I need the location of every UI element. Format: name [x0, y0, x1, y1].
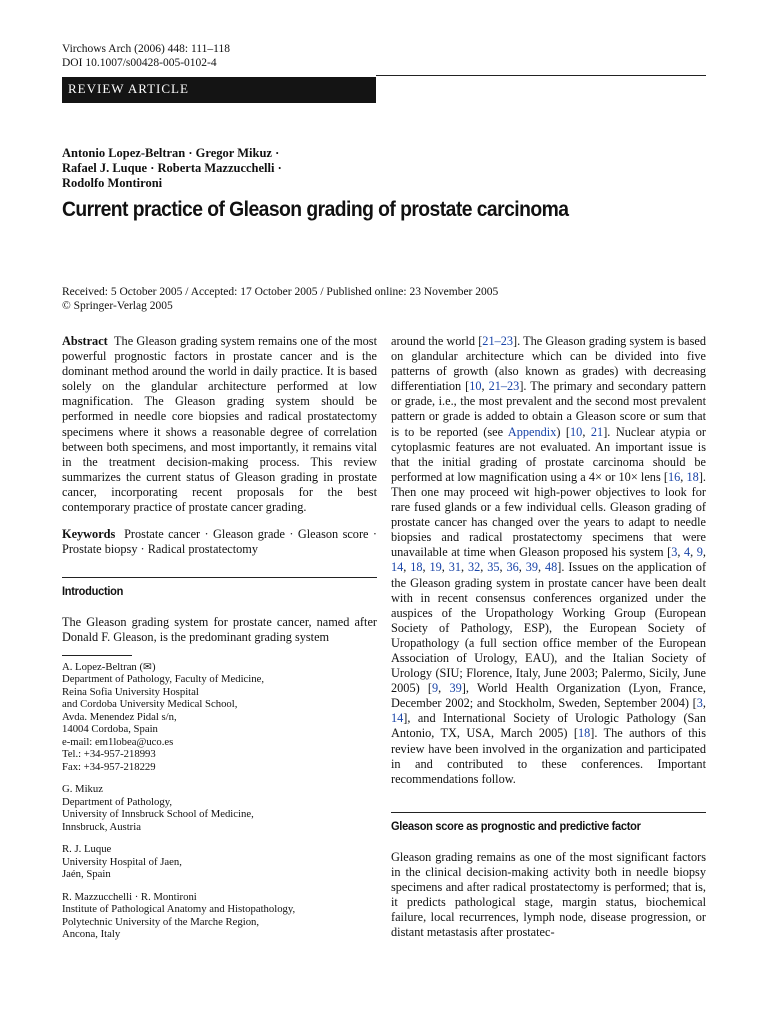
affiliations: [62, 661, 377, 941]
reference-link[interactable]: 14: [391, 560, 404, 575]
author-line: Antonio Lopez-Beltran · Gregor Mikuz ·: [62, 146, 280, 160]
reference-link[interactable]: 14: [391, 711, 404, 726]
copyright: © Springer-Verlag 2005: [62, 300, 173, 312]
reference-link[interactable]: 9: [432, 681, 439, 696]
section-text-gleason-score: Gleason grading remains as one of the most significant factors in the clinical decision-making activity both in needle biopsy specimens and after radical prostatectomy is performed; that is, it predicts pathological stage, margin status, biochemical failure, local recurrences, lymph node, disease progression, or distant metastasis after prostatec-: [391, 849, 706, 940]
affiliation-line: R. Mazzucchelli · R. Montironi: [62, 890, 197, 903]
reference-link[interactable]: 3: [696, 696, 703, 711]
affiliation-line: Polytechnic University of the Marche Region,: [62, 915, 260, 928]
publication-history: [62, 285, 498, 313]
received-dates: Received: 5 October 2005 / Accepted: 17 October 2005 / Published online: 23 November 2005: [62, 286, 499, 298]
header-rule: [376, 75, 706, 76]
reference-link[interactable]: 18: [686, 469, 699, 484]
reference-link[interactable]: 10: [570, 424, 583, 439]
left-column: [62, 334, 377, 951]
affiliation-block: [62, 843, 377, 881]
affiliation-line: Department of Pathology,: [62, 795, 173, 808]
section-heading-gleason-score: Gleason score as prognostic and predictive factor: [391, 818, 641, 833]
affiliation-line: University Hospital of Jaen,: [62, 855, 182, 868]
author-line: Rafael J. Luque · Roberta Mazzucchelli ·: [62, 161, 282, 175]
doi: DOI 10.1007/s00428-005-0102-4: [62, 57, 217, 69]
author-list: [62, 146, 282, 191]
article-type-banner: REVIEW ARTICLE: [62, 77, 376, 103]
affiliation-line: Department of Pathology, Faculty of Medicine,: [62, 673, 265, 685]
keywords-label: Keywords: [62, 527, 116, 542]
reference-link[interactable]: 35: [487, 560, 500, 575]
abstract: [62, 334, 377, 515]
affiliation-line: Avda. Menendez Pidal s/n,: [62, 710, 177, 723]
reference-link[interactable]: 4: [684, 545, 691, 560]
introduction-continued: around the world [21–23]. The Gleason grading system is based on glandular architecture which can be divided into five patterns of growth (also known as grades) with decreasing differentiation [10, 21–23]. The primary and secondary pattern or grade, i.e., the most prevalent and the second most prevalent pattern or grade is added to obtain a Gleason score or sum that is to be reported (see Appendix) [10, 21]. Nuclear atypia or cytoplasmic features are not evaluated. An important issue is that the initial grading of prostate carcinoma should be performed at low magnification using a 4× or 10× lens [16, 18]. Then one may proceed wit high-power objectives to look for rare fused glands or a few individual cells. Gleason grading of prostate cancer has changed over the years to adapt to needle biopsies and radical prostatectomy specimens that were unavailable at time when Gleason proposed his system [3, 4, 9, 14, 18, 19, 31, 32, 35, 36, 39, 48]. Issues on the application of the Gleason grading system in prostate cancer have been dealt with in recent consensus conferences organized under the auspices of the Uropathology Working Group (European Society of Pathology, ESP), the European Society of Uropathology (a full section office member of the European Association of Urology, EAU), and the Italian Society of Urology (SIU; Florence, Italy, June 2003; Palermo, Sicily, June 2005) [9, 39], World Health Organization (Lyon, France, December 2002; and Stockholm, Sweden, September 2004) [3, 14], and International Society of Urologic Pathology (San Antonio, TX, USA, March 2005) [18]. The authors of this review have been involved in the organization and participated in and contributed to these conferences. Important recommendations follow.: [391, 334, 707, 786]
affiliation-line: and Cordoba University Medical School,: [62, 698, 238, 710]
affiliation-line: Tel.: +34-957-218993: [62, 748, 156, 760]
article-title: Current practice of Gleason grading of prostate carcinoma: [62, 198, 569, 221]
affiliation-line: Jaén, Spain: [62, 868, 111, 880]
reference-link[interactable]: 16: [668, 469, 681, 484]
introduction-text: The Gleason grading system for prostate cancer, named after Donald F. Gleason, is the predominant grading system: [62, 615, 377, 645]
keywords-text: Prostate cancer · Gleason grade · Gleason score · Prostate biopsy · Radical prostatectomy: [62, 527, 377, 557]
reference-link[interactable]: 21–23: [488, 379, 520, 394]
reference-link[interactable]: Appendix: [507, 424, 557, 439]
affiliation-line: Ancona, Italy: [62, 928, 121, 940]
reference-link[interactable]: 39: [525, 560, 539, 575]
affiliation-line: 14004 Cordoba, Spain: [62, 723, 158, 735]
author-line: Rodolfo Montironi: [62, 176, 163, 190]
email-line[interactable]: e-mail: em1lobea@uco.es: [62, 735, 174, 748]
introduction-heading: Introduction: [62, 584, 124, 599]
affiliation-line: University of Innsbruck School of Medicine,: [62, 808, 254, 820]
reference-link[interactable]: 18: [410, 560, 423, 575]
abstract-label: Abstract: [62, 334, 108, 348]
section-rule: [62, 577, 377, 578]
right-column: [391, 334, 706, 940]
affiliation-line: Innsbruck, Austria: [62, 820, 141, 833]
affiliation-line: G. Mikuz: [62, 783, 103, 795]
reference-link[interactable]: 36: [506, 560, 519, 575]
affiliation-line: Institute of Pathological Anatomy and Histopathology,: [62, 903, 296, 915]
affiliation-line: Reina Sofia University Hospital: [62, 685, 199, 698]
affiliation-block: [62, 783, 377, 833]
reference-link[interactable]: 10: [469, 379, 482, 394]
abstract-text: The Gleason grading system remains one of the most powerful prognostic factors in prostate cancer and is the dominant method around the world in daily practice. It is based solely on the glandular architecture performed at low magnification. The Gleason grading system should be performed in needle core biopsies and radical prostatectomy specimens where it shows a reasonable degree of correlation between both specimens, and most importantly, it remains vital in the treatment decision-making process. This review summarizes the current status of Gleason grading in prostate cancer, incorporating recent proposals for the best contemporary practice of prostate cancer grading.: [62, 334, 378, 515]
reference-link[interactable]: 39: [449, 681, 462, 696]
section-rule: [391, 812, 706, 813]
footnote-rule: [62, 655, 132, 656]
journal-citation: Virchows Arch (2006) 448: 111–118: [62, 43, 230, 55]
reference-link[interactable]: 18: [577, 726, 591, 741]
reference-link[interactable]: 48: [545, 560, 558, 575]
reference-link[interactable]: 19: [429, 560, 442, 575]
reference-link[interactable]: 21–23: [482, 334, 514, 348]
affiliation-line: A. Lopez-Beltran (✉): [62, 660, 156, 673]
keywords: [62, 527, 377, 557]
affiliation-block: [62, 661, 377, 774]
affiliation-line: Fax: +34-957-218229: [62, 760, 156, 773]
journal-header: [62, 42, 230, 70]
affiliation-block: [62, 891, 377, 941]
affiliation-line: R. J. Luque: [62, 843, 112, 855]
reference-link[interactable]: 3: [671, 545, 678, 560]
reference-link[interactable]: 32: [468, 560, 481, 575]
reference-link[interactable]: 31: [448, 560, 462, 575]
reference-link[interactable]: 9: [696, 545, 703, 560]
reference-link[interactable]: 21: [590, 424, 604, 439]
